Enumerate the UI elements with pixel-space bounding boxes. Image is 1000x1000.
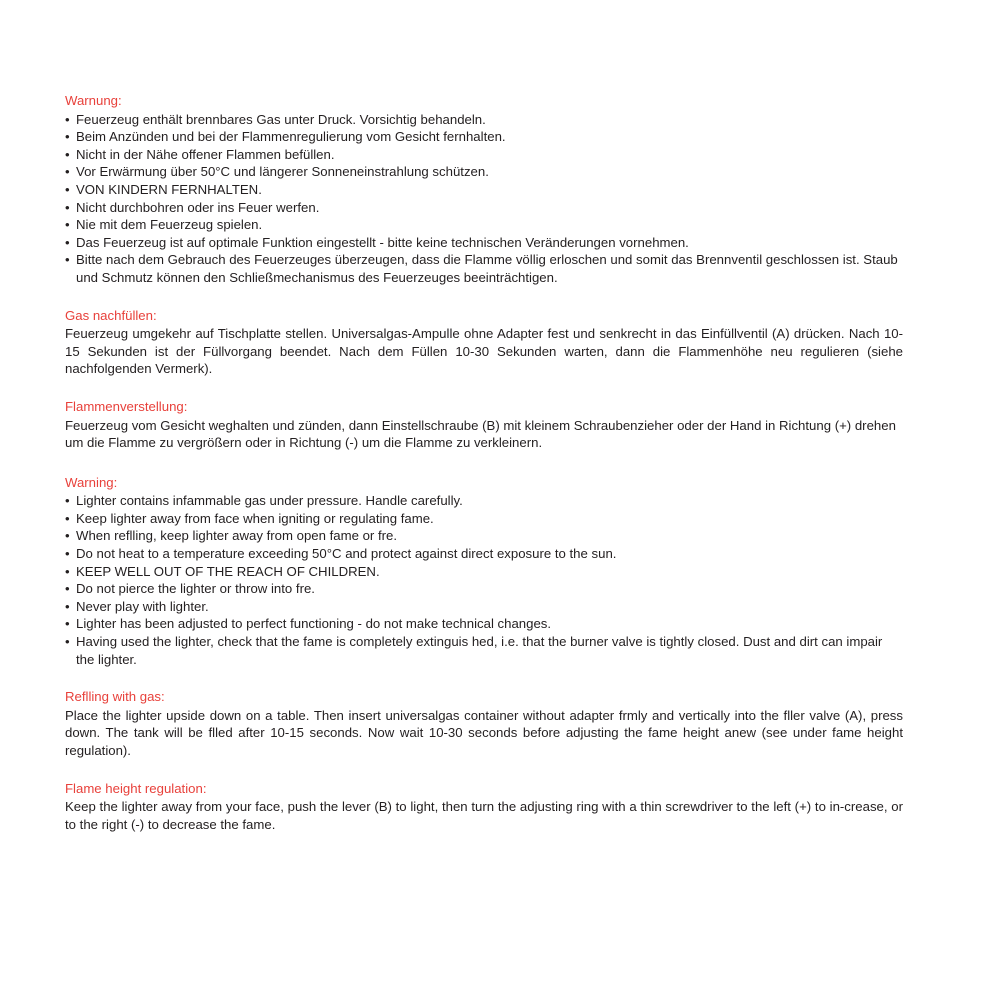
- section-reflling-with-gas: [65, 688, 903, 759]
- list-item: • Nicht in der Nähe offener Flammen befüllen.: [65, 146, 903, 164]
- section-flammenverstellung: [65, 398, 903, 452]
- section-heading: Warnung:: [65, 93, 122, 108]
- list-item: • Lighter contains infammable gas under pressure. Handle carefully.: [65, 492, 903, 510]
- list-item: • Nie mit dem Feuerzeug spielen.: [65, 216, 903, 234]
- section-heading: Reflling with gas:: [65, 689, 165, 705]
- section-heading: Flammenverstellung:: [65, 398, 188, 414]
- list-item: • Having used the lighter, check that the fame is completely extinguis hed, i.e. that the burner valve is tightly closed. Dust and dirt can impair the lighter.: [65, 633, 903, 668]
- list-item: • When reflling, keep lighter away from open fame or fre.: [65, 527, 903, 545]
- section-warning-en: [65, 474, 903, 669]
- section-gas-nachfuellen: [65, 307, 903, 378]
- list-item: • Lighter has been adjusted to perfect functioning - do not make technical changes.: [65, 615, 903, 633]
- list-item: • Feuerzeug enthält brennbares Gas unter Druck. Vorsichtig behandeln.: [65, 111, 903, 129]
- section-heading: Warning:: [65, 474, 118, 490]
- warning-list-de: [65, 111, 903, 287]
- list-item: • Vor Erwärmung über 50°C und längerer Sonneneinstrahlung schützen.: [65, 163, 903, 181]
- section-paragraph: Keep the lighter away from your face, push the lever (B) to light, then turn the adjusting ring with a thin screwdriver to the left (+) to in-crease, or to the right (-) to decrease the fame.: [65, 799, 903, 832]
- list-item: • KEEP WELL OUT OF THE REACH OF CHILDREN.: [65, 563, 903, 581]
- document-content: [65, 92, 903, 833]
- list-item: • Bitte nach dem Gebrauch des Feuerzeuges überzeugen, dass die Flamme völlig erloschen und somit das Brennventil geschlossen ist. Staub und Schmutz können den Schließmechanismus des Feuerzeuges beeinträchtigen.: [65, 251, 903, 286]
- section-flame-height-regulation: [65, 780, 903, 834]
- list-item: • VON KINDERN FERNHALTEN.: [65, 181, 903, 199]
- warning-list-en: [65, 492, 903, 668]
- section-heading: Gas nachfüllen:: [65, 307, 157, 323]
- list-item: • Do not pierce the lighter or throw into fre.: [65, 580, 903, 598]
- section-paragraph: Feuerzeug umgekehr auf Tischplatte stellen. Universalgas-Ampulle ohne Adapter fest und senkrecht in das Einfüllventil (A) drücken. Nach 10-15 Sekunden ist der Füllvorgang beendet. Nach dem Füllen 10-30 Sekunden warten, dann die Flammenhöhe neu regulieren (siehe nachfolgenden Vermerk).: [65, 326, 903, 377]
- list-item: • Keep lighter away from face when igniting or regulating fame.: [65, 510, 903, 528]
- list-item: • Nicht durchbohren oder ins Feuer werfen.: [65, 199, 903, 217]
- section-warnung-de: [65, 92, 903, 287]
- section-heading: Flame height regulation:: [65, 780, 207, 796]
- list-item: • Never play with lighter.: [65, 598, 903, 616]
- list-item: • Beim Anzünden und bei der Flammenregulierung vom Gesicht fernhalten.: [65, 128, 903, 146]
- list-item: • Das Feuerzeug ist auf optimale Funktion eingestellt - bitte keine technischen Veränderungen vornehmen.: [65, 234, 903, 252]
- section-paragraph: Feuerzeug vom Gesicht weghalten und zünden, dann Einstellschraube (B) mit kleinem Schraubenzieher oder der Hand in Richtung (+) drehen um die Flamme zu vergrößern oder in Richtung (-) um die Flamme zu verkleinern.: [65, 417, 896, 451]
- list-item: • Do not heat to a temperature exceeding 50°C and protect against direct exposure to the sun.: [65, 545, 903, 563]
- section-paragraph: Place the lighter upside down on a table. Then insert universalgas container without adapter frmly and vertically into the fller valve (A), press down. The tank will be flled after 10-15 seconds. Now wait 10-30 seconds before adjusting the fame height anew (see under fame height regulation).: [65, 707, 903, 758]
